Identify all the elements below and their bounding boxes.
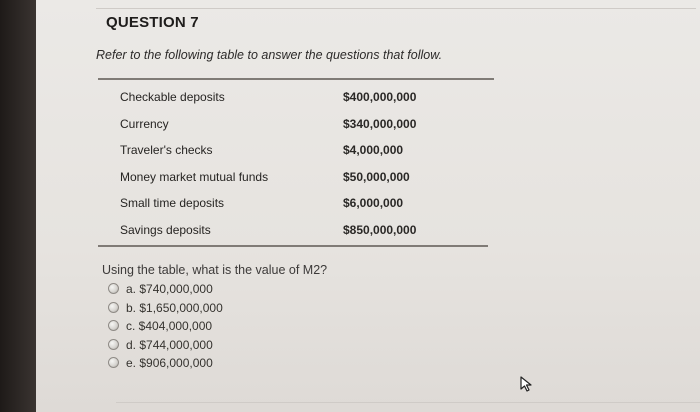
table-row [120, 191, 440, 218]
table-row [120, 165, 440, 192]
row-label: Small time deposits [120, 196, 225, 210]
row-label: Checkable deposits [120, 90, 225, 104]
row-label: Money market mutual funds [120, 169, 269, 184]
screen [36, 0, 700, 412]
row-value: $340,000,000 [343, 116, 417, 131]
table-top-rule [98, 78, 494, 80]
money-supply-table [120, 85, 440, 244]
answer-label: b. $1,650,000,000 [126, 300, 223, 315]
radio-button[interactable] [108, 302, 119, 313]
row-value: $50,000,000 [343, 169, 410, 184]
answer-label: d. $744,000,000 [126, 337, 213, 352]
row-label: Currency [120, 116, 169, 131]
question-title: QUESTION 7 [106, 14, 199, 31]
bottom-divider [116, 402, 700, 403]
radio-button[interactable] [108, 339, 119, 350]
table-row [120, 85, 440, 112]
mouse-pointer-icon [520, 376, 534, 392]
row-value: $6,000,000 [343, 196, 404, 210]
radio-button[interactable] [108, 283, 119, 294]
monitor-bezel [0, 0, 36, 412]
row-label: Traveler's checks [120, 143, 213, 157]
answer-label: e. $906,000,000 [126, 356, 213, 370]
row-value: $850,000,000 [343, 222, 417, 237]
answer-label: a. $740,000,000 [126, 282, 213, 296]
table-row [120, 112, 440, 139]
radio-button[interactable] [108, 320, 119, 331]
question-instruction: Refer to the following table to answer the questions that follow. [96, 48, 443, 62]
row-label: Savings deposits [120, 222, 211, 237]
radio-button[interactable] [108, 357, 119, 368]
table-row [120, 138, 440, 165]
table-bottom-rule [98, 245, 488, 247]
question-prompt: Using the table, what is the value of M2? [102, 263, 328, 277]
table-row [120, 218, 440, 245]
answer-label: c. $404,000,000 [126, 319, 213, 333]
top-divider [96, 8, 696, 9]
row-value: $4,000,000 [343, 143, 404, 157]
row-value: $400,000,000 [343, 90, 417, 104]
